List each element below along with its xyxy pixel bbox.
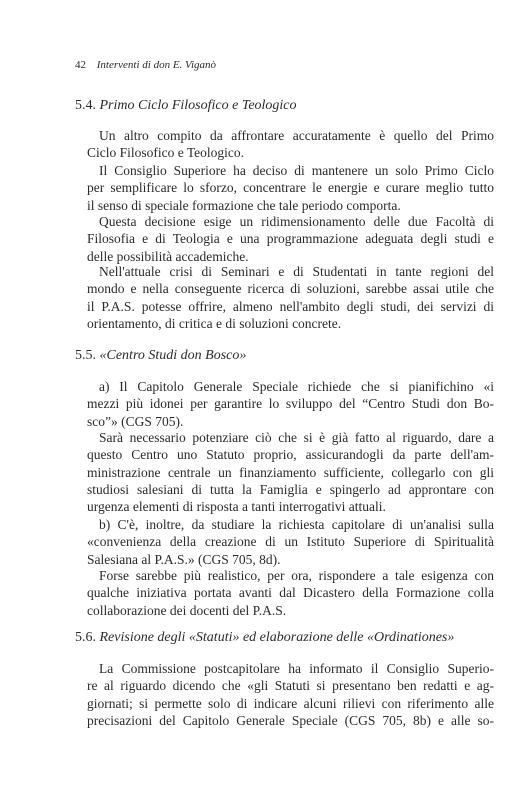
paragraph [87,516,494,568]
section-title: Primo Ciclo Filosofico e Teologico [99,98,297,113]
text-line: re al riguardo dicendo che «gli Statuti si presentano ben redatti e ag- [87,678,494,694]
text-line: Forse sarebbe più realistico, per ora, rispondere a tale esigenza con [99,568,494,583]
paragraph [87,429,494,515]
text-line: sco”» (CGS 705). [87,413,184,429]
section-number: 5.6. [75,630,96,645]
text-line: Sarà necessario potenziare ciò che si è già fatto al riguardo, dare a [99,430,494,445]
text-line: qualche iniziativa portata avanti dal Dicastero della Formazione colla [87,585,494,601]
section-title: Revisione degli «Statuti» ed elaborazione delle «Ordinationes» [99,630,455,645]
text-line: b) C'è, inoltre, da studiare la richiesta capitolare di un'analisi sulla [99,517,494,532]
text-line: Filosofia e di Teologia e una programmazione adeguata degli studi e [87,231,494,247]
text-line: il senso di speciale formazione che tale periodo comporta. [87,197,401,213]
section-title: «Centro Studi don Bosco» [99,348,247,363]
text-line: per semplificare lo sforzo, concentrare le energie e curare meglio tutto [87,180,494,196]
paragraph [87,127,494,162]
text-line: Un altro compito da affrontare accuratamente è quello del Primo [99,128,494,143]
section-number: 5.4. [75,98,96,113]
text-line: il P.A.S. potesse offrire, almeno nell'ambito degli studi, dei servizi di [87,298,494,314]
text-line: mezzi più idonei per garantire lo sviluppo del “Centro Studi don Bo- [87,396,494,412]
paragraph [87,263,494,332]
running-title: Interventi di don E. Viganò [96,59,216,71]
text-line: ministrazione centrale un finanziamento sufficiente, collegarlo con gli [87,464,494,480]
paragraph [87,213,494,265]
text-line: «convenienza della creazione di un Istituto Superiore di Spiritualità [87,534,494,550]
text-line: a) Il Capitolo Generale Speciale richiede che si pianifichino «i [99,379,494,394]
paragraph [87,378,494,430]
text-line: collaborazione dei docenti del P.A.S. [87,602,287,618]
section-heading-5-4 [75,97,297,114]
text-line: delle possibilità accademiche. [87,248,249,264]
text-line: questo Centro uno Statuto proprio, assicurandogli da parte dell'am- [87,447,494,463]
text-line: mondo e nella conseguente ricerca di soluzioni, sarebbe assai utile che [87,281,494,297]
text-line: precisazioni del Capitolo Generale Speciale (CGS 705, 8b) e alle so- [87,712,494,728]
text-line: Il Consiglio Superiore ha deciso di mantenere un solo Primo Ciclo [99,163,494,178]
text-line: Questa decisione esige un ridimensionamento delle due Facoltà di [99,214,494,229]
text-line: urgenza elementi di risposta a tanti interrogativi attuali. [87,499,386,514]
text-line: Salesiana al P.A.S.» (CGS 705, 8d). [87,551,281,567]
text-line: Ciclo Filosofico e Teologico. [87,145,245,161]
running-head [75,58,216,72]
section-heading-5-6 [75,629,454,646]
section-heading-5-5 [75,347,246,364]
text-line: studiosi salesiani di tutta la Famiglia e spingerlo ad approntare con [87,481,494,497]
paragraph [87,162,494,214]
text-line: La Commissione postcapitolare ha informato il Consiglio Superio- [99,661,494,676]
section-number: 5.5. [75,348,96,363]
text-line: giornati; si permette solo di indicare alcuni rilievi con riferimento alle [87,695,494,711]
paragraph [87,567,494,619]
paragraph [87,660,494,729]
text-line: orientamento, di critica e di soluzioni concrete. [87,315,342,331]
page-number: 42 [75,59,86,71]
text-line: Nell'attuale crisi di Seminari e di Studentati in tante regioni del [99,264,494,279]
